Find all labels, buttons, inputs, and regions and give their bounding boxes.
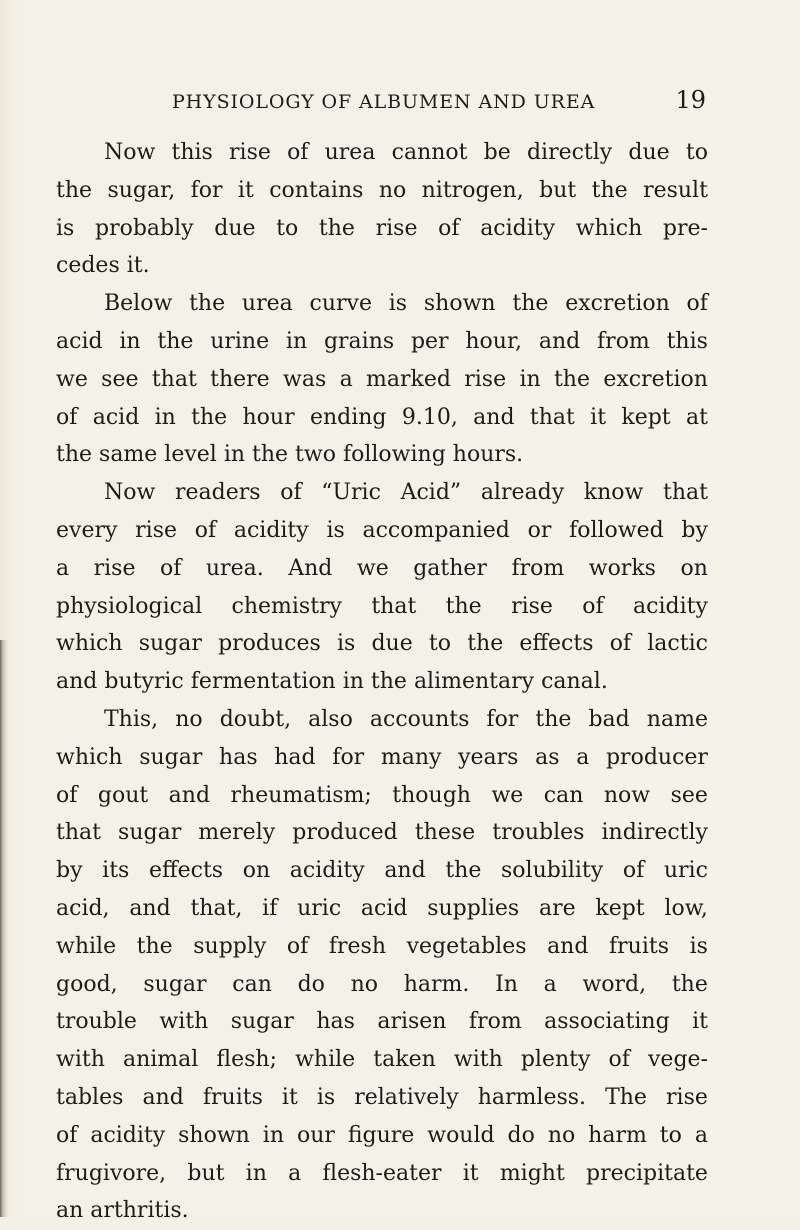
text-word: accompanied (362, 517, 510, 543)
text-word: there (210, 366, 270, 392)
text-word: in (262, 1122, 285, 1148)
text-word: of (280, 480, 302, 506)
text-word: might (499, 1160, 565, 1186)
text-word: and (547, 933, 589, 959)
text-word: fruits (202, 1084, 263, 1110)
text-word: years (458, 744, 519, 770)
text-word: sugar (139, 744, 203, 770)
text-word: sugar (118, 820, 182, 846)
text-word: solubility (501, 858, 604, 884)
text-word: acid (360, 895, 408, 921)
text-word: with (453, 1047, 503, 1073)
text-line (56, 550, 708, 588)
text-word: merely (198, 820, 276, 846)
text-word: acidity (90, 1122, 166, 1148)
text-word: kept (595, 895, 645, 921)
text-word: at (685, 404, 708, 430)
text-word: a (576, 744, 590, 770)
text-line (56, 1117, 708, 1155)
text-word: it (462, 1160, 479, 1186)
text-word: relatively (354, 1084, 459, 1110)
text-word: every (56, 517, 118, 543)
text-word: The (605, 1084, 647, 1110)
text-word: marked (366, 366, 451, 392)
text-word: 9.10, (401, 404, 458, 430)
text-word: the (318, 215, 355, 241)
text-word: that (56, 820, 101, 846)
text-word: know (583, 480, 644, 506)
text-word: low, (664, 895, 708, 921)
text-word: acid (56, 328, 103, 354)
text-word: had (274, 744, 316, 770)
text-word: of (286, 933, 309, 959)
text-word: plenty (520, 1047, 591, 1073)
text-word: is (316, 1084, 336, 1110)
text-word: is (326, 517, 345, 543)
text-word: while (295, 1047, 356, 1073)
text-word: but (539, 177, 577, 203)
text-word: sugar (230, 1009, 294, 1035)
text-word: due (628, 140, 670, 165)
text-word: and (473, 404, 515, 430)
text-word: gather (413, 555, 487, 581)
text-word: rise (511, 593, 553, 619)
text-word: no (547, 1122, 576, 1148)
text-word: uric (297, 895, 342, 921)
text-word: chemistry (231, 593, 342, 619)
text-line (56, 399, 708, 437)
text-line (56, 852, 708, 890)
text-word: this (666, 328, 708, 354)
text-line (56, 323, 708, 361)
text-word: and (538, 328, 581, 354)
text-word: from (468, 1009, 522, 1035)
text-line (56, 1079, 708, 1117)
text-word: arisen (377, 1009, 447, 1035)
text-word: for (332, 744, 365, 770)
text-word: contains (269, 177, 364, 203)
text-word: probably (94, 215, 194, 241)
text-word: hour, (465, 328, 523, 354)
text-word: can (543, 782, 584, 808)
text-word: readers (174, 480, 261, 506)
text-word: that (529, 404, 575, 430)
text-word: In (495, 971, 518, 997)
text-word: a (694, 1122, 708, 1148)
text-word: rheumatism; (230, 782, 372, 808)
text-word: or (527, 517, 552, 543)
text-word: word, (582, 971, 647, 997)
text-word: Below (104, 291, 173, 317)
text-line (56, 966, 708, 1004)
text-word: produces (218, 631, 321, 657)
text-word: no (175, 706, 203, 732)
text-line (56, 134, 708, 172)
text-word: the (191, 404, 228, 430)
text-word: was (283, 366, 327, 392)
text-word: sugar (143, 971, 207, 997)
text-line (56, 739, 708, 777)
text-word: the (157, 328, 194, 354)
text-word: from (511, 555, 565, 581)
text-word: of (608, 1047, 630, 1073)
text-word: per (410, 328, 449, 354)
text-word: its (102, 858, 130, 884)
text-word: do (507, 1122, 535, 1148)
text-word: while (56, 933, 117, 959)
text-word: as (535, 744, 560, 770)
text-word: acid (92, 404, 140, 430)
text-word: kept (621, 404, 671, 430)
text-word: indirectly (601, 820, 708, 846)
text-line: and butyric fermentation in the alimentary canal. (56, 669, 608, 695)
text-word: in (245, 1160, 267, 1186)
text-word: flesh; (216, 1047, 277, 1073)
text-word: is (388, 291, 408, 317)
text-word: it (590, 404, 607, 430)
text-word: on (680, 555, 708, 581)
text-word: of (56, 404, 78, 430)
text-word: of (194, 517, 217, 543)
text-word: harm (588, 1122, 647, 1148)
text-word: many (380, 744, 442, 770)
text-word: in (519, 366, 541, 392)
text-word: and (129, 895, 171, 921)
text-word: rise (93, 555, 136, 581)
text-word: the (553, 366, 590, 392)
text-word: that (371, 593, 417, 619)
text-word: acidity (233, 517, 309, 543)
text-line (56, 814, 708, 852)
text-word: supplies (427, 895, 520, 921)
text-line (56, 285, 708, 323)
text-word: directly (526, 140, 613, 165)
text-word: good, (56, 971, 118, 997)
text-word: effects (519, 631, 594, 657)
text-word: no (378, 177, 407, 203)
text-word: of (438, 215, 460, 241)
text-word: with (159, 1009, 209, 1035)
text-word: on (242, 858, 271, 884)
text-word: also (308, 706, 353, 732)
text-word: the (671, 971, 708, 997)
text-word: result (643, 177, 708, 203)
text-word: accounts (369, 706, 470, 732)
text-word: if (262, 895, 278, 921)
text-word: which (575, 215, 643, 241)
page-edge-shadow (0, 640, 8, 1217)
text-word: is (336, 631, 356, 657)
text-word: a (56, 555, 70, 581)
text-word: sugar (138, 631, 202, 657)
text-word: frugivore, (56, 1160, 167, 1186)
text-word: for (190, 177, 223, 203)
text-line: the same level in the two following hours. (56, 442, 524, 468)
text-word: urea (324, 140, 376, 165)
text-word: the (189, 291, 226, 317)
text-word: tables (56, 1084, 124, 1110)
text-word: see (101, 366, 139, 392)
text-word: this (171, 140, 213, 165)
text-word: can (232, 971, 272, 997)
text-line (56, 1041, 708, 1079)
text-word: in (285, 328, 308, 354)
text-word: be (483, 140, 511, 165)
text-line (56, 361, 708, 399)
text-word: is (56, 215, 75, 241)
text-word: due (214, 215, 256, 241)
text-word: of (686, 291, 708, 317)
text-word: Acid” (400, 480, 462, 506)
text-word: name (646, 706, 708, 732)
text-word: in (119, 328, 141, 354)
body-text (56, 134, 708, 1230)
text-word: doubt, (219, 706, 292, 732)
text-word: by (681, 517, 708, 543)
text-word: acidity (480, 215, 556, 241)
text-word: sugar, (107, 177, 176, 203)
text-word: effects (148, 858, 224, 884)
text-word: we (356, 555, 389, 581)
text-word: of (160, 555, 182, 581)
text-word: gout (97, 782, 149, 808)
text-word: the (136, 933, 173, 959)
text-line: cedes it. (56, 253, 150, 279)
text-word: the (56, 177, 93, 203)
text-word: urine (210, 328, 270, 354)
text-word: we (491, 782, 524, 808)
text-word: producer (605, 744, 708, 770)
text-word: a (543, 971, 557, 997)
text-word: urea. (205, 555, 264, 581)
text-word: harm. (403, 971, 470, 997)
text-word: acid, (56, 895, 110, 921)
text-word: and (168, 782, 211, 808)
text-line (56, 701, 708, 739)
text-word: it (237, 177, 254, 203)
text-word: figure (347, 1122, 415, 1148)
text-word: that (151, 366, 197, 392)
text-word: pre- (662, 215, 708, 241)
text-word: with (56, 1047, 105, 1073)
text-word: urea (241, 291, 293, 317)
text-word: followed (569, 517, 664, 543)
text-word: has (219, 744, 258, 770)
text-line (56, 172, 708, 210)
text-word: bad (588, 706, 630, 732)
text-line (56, 210, 708, 248)
text-line (56, 625, 708, 663)
text-word: the (445, 593, 482, 619)
text-word: of (56, 782, 78, 808)
text-word: the (445, 858, 482, 884)
text-word: acidity (289, 858, 365, 884)
text-word: of (622, 858, 645, 884)
text-word: “Uric (321, 480, 381, 506)
text-word: it (692, 1009, 708, 1035)
text-word: and (142, 1084, 184, 1110)
text-word: that, (190, 895, 243, 921)
text-word: acidity (633, 593, 708, 619)
text-word: rise (666, 1084, 708, 1110)
text-word: physiological (56, 593, 203, 619)
text-word: are (538, 895, 576, 921)
text-word: uric (663, 858, 708, 884)
text-word: hour (242, 404, 295, 430)
text-word: that (663, 480, 708, 506)
text-line (56, 890, 708, 928)
text-word: from (597, 328, 650, 354)
text-word: fresh (328, 933, 386, 959)
text-word: already (480, 480, 565, 506)
text-line (56, 512, 708, 550)
text-word: which (56, 744, 123, 770)
text-word: produced (292, 820, 398, 846)
text-word: This, (104, 706, 159, 732)
text-word: we (56, 366, 88, 392)
text-word: harmless. (477, 1084, 587, 1110)
text-word: has (316, 1009, 355, 1035)
text-word: a (339, 366, 353, 392)
text-word: lactic (647, 631, 708, 657)
text-word: precipitate (586, 1160, 708, 1186)
text-word: excretion (565, 291, 670, 317)
text-word: taken (373, 1047, 436, 1073)
text-line (56, 474, 708, 512)
text-word: flesh-eater (322, 1160, 442, 1186)
text-word: to (685, 140, 708, 165)
text-line (56, 588, 708, 626)
text-line (56, 1003, 708, 1041)
text-word: our (296, 1122, 335, 1148)
page-number: 19 (675, 86, 706, 114)
text-word: but (187, 1160, 225, 1186)
text-word: see (670, 782, 708, 808)
text-word: in (154, 404, 176, 430)
text-word: the (591, 177, 628, 203)
text-word: grains (323, 328, 395, 354)
text-word: shown (423, 291, 496, 317)
text-word: vegetables (406, 933, 527, 959)
text-word: to (659, 1122, 682, 1148)
text-word: to (276, 215, 299, 241)
text-word: shown (178, 1122, 250, 1148)
text-word: rise (464, 366, 507, 392)
running-title: PHYSIOLOGY OF ALBUMEN AND UREA (172, 91, 596, 113)
text-word: would (427, 1122, 495, 1148)
text-word: Now (104, 140, 156, 165)
text-word: by (56, 858, 83, 884)
text-word: cannot (391, 140, 468, 165)
text-word: for (486, 706, 519, 732)
text-word: rise (375, 215, 418, 241)
text-line (56, 777, 708, 815)
text-line (56, 1155, 708, 1193)
text-word: now (603, 782, 651, 808)
text-word: vege- (648, 1047, 708, 1073)
text-word: of (609, 631, 632, 657)
text-word: these (414, 820, 476, 846)
text-word: troubles (492, 820, 585, 846)
text-word: trouble (56, 1009, 137, 1035)
text-line: an arthritis. (56, 1198, 189, 1224)
text-word: to (428, 631, 452, 657)
text-word: the (467, 631, 504, 657)
text-word: the (535, 706, 572, 732)
text-word: rise (135, 517, 178, 543)
text-word: fruits (609, 933, 669, 959)
text-word: do (297, 971, 325, 997)
text-word: the (512, 291, 549, 317)
text-word: and (384, 858, 426, 884)
text-word: supply (193, 933, 267, 959)
text-word: of (582, 593, 604, 619)
text-word: associating (544, 1009, 670, 1035)
running-head (172, 86, 706, 114)
text-word: is (689, 933, 708, 959)
text-word: ending (309, 404, 387, 430)
text-word: which (56, 631, 123, 657)
text-word: though (392, 782, 471, 808)
text-word: of (287, 140, 309, 165)
text-word: no (350, 971, 379, 997)
text-word: a (288, 1160, 302, 1186)
text-word: of (56, 1122, 78, 1148)
text-word: due (371, 631, 413, 657)
text-word: excretion (603, 366, 708, 392)
text-word: curve (309, 291, 372, 317)
text-word: works (588, 555, 656, 581)
text-word: And (288, 555, 333, 581)
text-word: animal (122, 1047, 199, 1073)
text-line (56, 928, 708, 966)
text-word: it (281, 1084, 298, 1110)
text-word: rise (229, 140, 271, 165)
text-word: nitrogen, (421, 177, 524, 203)
text-word: Now (104, 480, 156, 506)
